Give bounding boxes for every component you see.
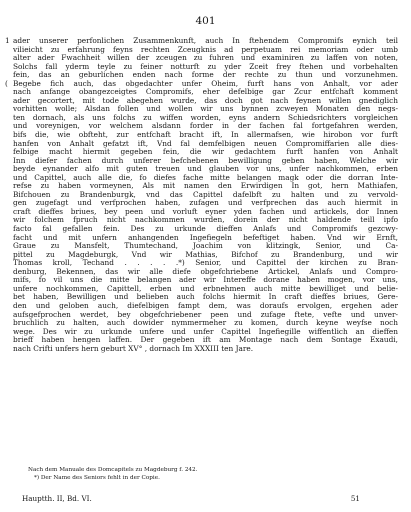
line-text: Thomas kroll, Techand . . . . .*) Senior, und Capittel der kirchen zu Bran- — [13, 258, 398, 268]
footnote: *) Der Name des Seniors fehlt in der Copie. — [34, 475, 160, 481]
sheet-number: 51 — [350, 494, 360, 503]
margin-mark: ( — [5, 78, 8, 88]
line-text: nach Crifti unfers hern geburt XV° , dornach Im XXXIII ten Jare. — [13, 343, 254, 353]
line-text: ader unserer perfonlichen Zusammenkunft, auch In ftehendem Compromifs eynich teil — [13, 36, 398, 45]
line-text: denburg, Bekennen, das wir alle diefe obgefchriebene Artickel, Anlafs und Compro- — [13, 266, 398, 276]
volume-signature: Hauptth. II, Bd. VI. — [22, 494, 92, 503]
line-text: Solchs fall yderm teyle zu feiner notturft zu yder Zceit frey ftehen und vorbehalten — [13, 61, 398, 71]
line-text: hanfen von Anhalt gefatzt ift, Vnd fal demfelbigen neuen Compromiffarien alle dies- — [13, 138, 398, 148]
line-text: nach anfange obangezceigtes Compromifs, eher defelbige gar Zcur entfchaft komment — [13, 87, 398, 97]
margin-mark: 1 — [5, 36, 10, 45]
line-text: und voreynigen, vor welchem alsdann forder in der fachen fal fortgefahren werden, — [13, 121, 398, 131]
line-text: beyde eynander alfo mit guten treuen und glauben vor uns, unfer nachkommen, erben — [13, 164, 398, 174]
line-text: bet haben, Bewilligen und belieben auch folchs hiermit In craft dieffes briues, Gere- — [13, 292, 398, 302]
line-text: brieff haben hengen laffen. Der gegeben ift am Montage nach dem Sontage Exaudi, — [13, 335, 398, 345]
line-text: pittel zu Magdeburgk, Vnd wir Mathias, Bifchof zu Brandenburg, und wir — [13, 249, 398, 259]
line-text: unfere nochkommen, Capittell, erben und erbnehmen auch mitte bewilliget und belie- — [13, 283, 398, 293]
line-text: Graue zu Mansfelt, Thumtechand, Joachim von klitzingk, Senior, und Ca- — [13, 241, 398, 251]
line-text: craft dieffes briues, bey peen und vorluft eyner yden fachen und artickels, dor Innen — [13, 206, 398, 216]
line-text: refse zu haben vormeynen, Als mit namen den Erwirdigen In got, hern Mathiafen, — [13, 181, 398, 191]
line-text: facht und mit unfern anhangenden Ingefiegeln befeftiget haben. Vnd wir Ernft, — [13, 232, 398, 242]
source-note: Nach dem Manuale des Domcapitels zu Magdeburg f. 242. — [28, 467, 198, 473]
line-text: wege. Des wir zu urkunde unfere und unfer Capittel Ingefiegille wiffentlich an dieffen — [13, 326, 398, 336]
page-number: 401 — [195, 15, 216, 27]
line-text: vilieicht zu erfahrung feyns rechten Zceugknis ad perpetuam rei memoriam oder umb — [13, 44, 398, 54]
line-text: aufsgefprochen werdet, bey obgefchriebener peen und zufage ftete, vefte und unver- — [13, 309, 398, 319]
line-text: wir folchem fpruch nicht nachkommen wurden, dorein der nicht haldende teill ipfo — [13, 215, 398, 225]
line-text: gen zugefagt und verfprochen haben, zufagen und verfprechen das auch hiermit in — [13, 198, 398, 208]
line-text: Inn diefer fachen durch unferer befchebenen bewilligung geben haben, Welche wir — [13, 155, 398, 165]
line-text: ader gecortert, mit tode abegehen wurde, das doch got nach feynen willen gnediglich — [13, 95, 398, 105]
line-text: alter ader Fwachheit willen der zceugen zu fuhren und examiniren zu laffen von noten, — [13, 53, 398, 63]
footnotes — [28, 466, 388, 482]
line-text: vorhitten wolle; Alsdan follen und wollen wir uns bynnen zcweyen Monaten den negs- — [13, 104, 398, 114]
signature-line — [22, 494, 392, 503]
line-text: mifs, fo vil uns die mitte belangen ader wir Intereffe dorane haben mogen, vor uns, — [13, 275, 398, 285]
line-text: und Capittel, auch alle die, fo diefes fache mitte belangen magk oder die dorran Inte- — [13, 172, 398, 182]
line-text: bruchlich zu halten, auch dowider nymmermeher zu komen, durch keyne weyfse noch — [13, 318, 398, 328]
line-text: den und geloben auch, diefelbigen fampt dem, was doraufs ervolgen, ergehen ader — [13, 300, 398, 310]
line-text: facto fal gefallen fein. Des zu urkunde dieffen Anlafs und Compromifs gezcwy- — [13, 224, 398, 234]
line-text: Bifchouen zu Brandenburgk, vnd das Capittel dafelbft zu halten und zu vervold- — [13, 189, 398, 199]
line-text: Begebe fich auch, das obgedachter unfer Oheim, furft hans von Anhalt, vor ader — [13, 78, 398, 88]
line-text: felbige macht hiermit gegeben fein, die wir gedachtem furft hanfen von Anhalt — [13, 147, 398, 157]
line-text: fein, das an geburlichen enden nach forme der rechte zu thun und vorzunehmen. — [13, 70, 398, 80]
body-text — [5, 36, 398, 353]
line-text: ten dornach, als uns folchs zu wiffen worden, eyns andern Schiedsrichters vorgleichen — [13, 112, 398, 122]
text-line — [13, 345, 398, 354]
line-text: bifs die, wie obfteht, zur entfchaft bracht ift, In allermafsen, wie hirobon vor furft — [13, 130, 398, 140]
